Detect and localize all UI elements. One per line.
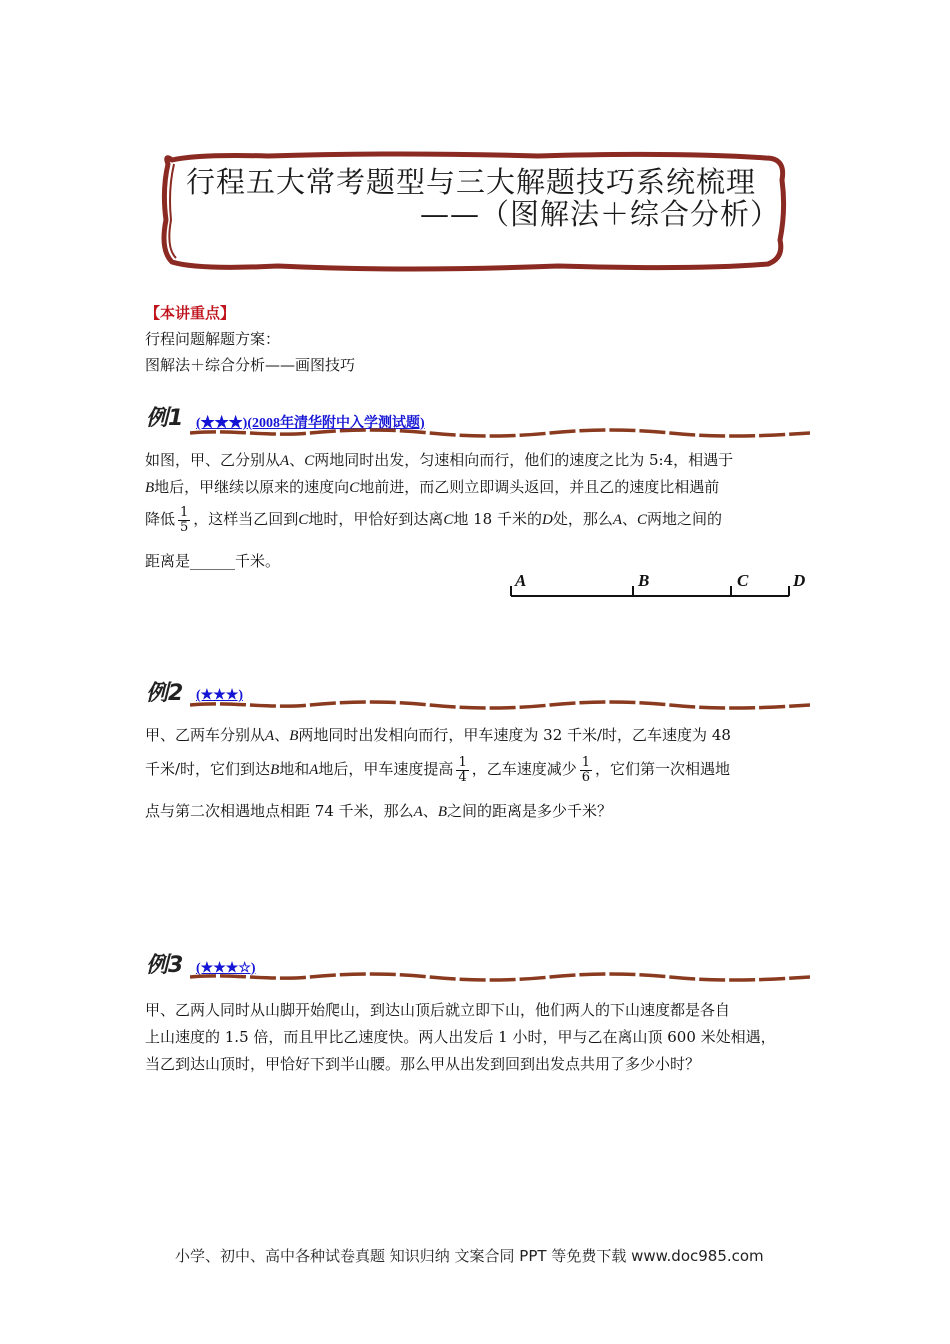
example-tag: (★★★)(2008年清华附中入学测试题) (196, 416, 425, 431)
decorative-rule (190, 972, 810, 982)
diagram-label-b: B (638, 571, 650, 590)
example-tag: (★★★) (196, 688, 243, 703)
example-text: 千米/时，它们到达B地和A地后，甲车速度提高 $\frac{1}{4}$ ，乙车速度减少 $\frac{1}{6}$ ，它们第一次相遇地 (145, 754, 731, 785)
page-subtitle: ——（图解法＋综合分析） (420, 197, 781, 231)
example-text: 距离是______千米。 (145, 552, 281, 570)
footer-text: 小学、初中、高中各种试卷真题 知识归纳 文案合同 PPT 等免费下载 www.doc985.com (175, 1247, 764, 1265)
diagram-label-a: A (515, 571, 527, 590)
fraction: $\frac{1}{4}$ (458, 754, 467, 785)
example-text: 降低 $\frac{1}{5}$ ，这样当乙回到C地时，甲恰好到达离C地 18 千米的D处，那么A、C两地之间的 (145, 504, 723, 535)
decorative-rule (190, 700, 810, 710)
example-text: 点与第二次相遇地点相距 74 千米，那么A、B之间的距离是多少千米？ (145, 802, 612, 820)
example-text: B地后，甲继续以原来的速度向C地前进，而乙则立即调头返回，并且乙的速度比相遇前 (145, 478, 720, 496)
example-badge: 例3 (146, 953, 184, 978)
example-text: 甲、乙两人同时从山脚开始爬山，到达山顶后就立即下山，他们两人的下山速度都是各自 (145, 1001, 731, 1019)
example-badge: 例2 (146, 681, 184, 706)
route-diagram (505, 570, 815, 602)
example-tag: (★★★☆) (196, 961, 256, 976)
page-title: 行程五大常考题型与三大解题技巧系统梳理 (186, 165, 757, 199)
fraction: $\frac{1}{6}$ (581, 754, 591, 785)
fraction: $\frac{1}{5}$ (180, 504, 189, 535)
example-text: 上山速度的 1.5 倍，而且甲比乙速度快。两人出发后 1 小时，甲与乙在离山顶 600 米处相遇， (145, 1028, 776, 1046)
example-text: 当乙到达山顶时，甲恰好下到半山腰。那么甲从出发到回到出发点共用了多少小时？ (145, 1055, 701, 1073)
key-points-line: 行程问题解题方案： (145, 330, 281, 348)
example-text: 如图，甲、乙分别从A、C两地同时出发，匀速相向而行，他们的速度之比为 5:4，相遇于 (145, 451, 734, 469)
example-badge: 例1 (146, 406, 184, 431)
diagram-label-c: C (737, 571, 749, 590)
example-text: 甲、乙两车分别从A、B两地同时出发相向而行，甲车速度为 32 千米/时，乙车速度为 48 (145, 726, 731, 744)
key-points-label: 【本讲重点】 (145, 304, 236, 322)
decorative-rule (190, 428, 810, 438)
key-points-line: 图解法＋综合分析——画图技巧 (145, 356, 356, 374)
diagram-label-d: D (793, 571, 806, 590)
